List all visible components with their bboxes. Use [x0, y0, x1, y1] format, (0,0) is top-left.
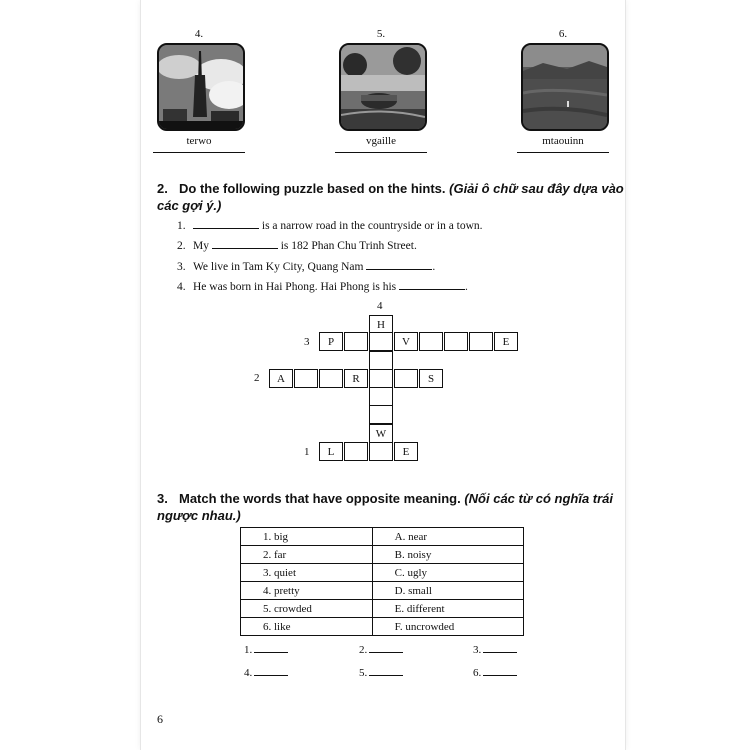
answer-slot-2[interactable]: 2. [359, 643, 403, 656]
answer-slot-5[interactable]: 5. [359, 666, 403, 679]
exercise-instruction-vietnamese: (Giải ô chữ sau đây dựa vào các gợi ý.) [157, 181, 624, 213]
answer-slot-6[interactable]: 6. [473, 666, 517, 679]
crossword-cell[interactable] [369, 369, 393, 388]
matching-table [240, 527, 524, 636]
page-number: 6 [157, 712, 163, 726]
crossword-cell[interactable]: W [369, 424, 393, 443]
exercise-2-title [157, 180, 627, 214]
answer-line[interactable] [153, 152, 245, 153]
skyscraper-picture [157, 43, 245, 131]
crossword-cell[interactable] [344, 332, 368, 351]
scrambled-word: mtaouinn [542, 135, 584, 147]
hint-blank[interactable] [399, 279, 465, 290]
hint-blank[interactable] [212, 238, 278, 249]
mountain-picture [521, 43, 609, 131]
clue-number-3: 3 [304, 336, 310, 348]
scrambled-word: vgaille [366, 135, 396, 147]
crossword-cell[interactable] [369, 442, 393, 461]
crossword-cell[interactable] [319, 369, 343, 388]
crossword-cell[interactable] [419, 332, 443, 351]
exercise-number: 3. [157, 491, 168, 506]
crossword-cell[interactable] [369, 332, 393, 351]
exercise-instruction: Match the words that have opposite meaning. [179, 491, 461, 506]
answer-slot-4[interactable]: 4. [244, 666, 288, 679]
crossword-cell[interactable]: A [269, 369, 293, 388]
answer-line[interactable] [335, 152, 427, 153]
picture-number: 4. [194, 28, 204, 40]
crossword-cell[interactable]: R [344, 369, 368, 388]
answer-slot-1[interactable]: 1. [244, 643, 288, 656]
hint-2: 2. My is 182 Phan Chu Trinh Street. [177, 240, 417, 252]
table-row: 3. quiet C. ugly [241, 564, 524, 582]
hint-blank[interactable] [193, 218, 259, 229]
village-picture [339, 43, 427, 131]
table-row: 2. far B. noisy [241, 546, 524, 564]
table-row: 1. big A. near [241, 528, 524, 546]
table-row: 4. pretty D. small [241, 582, 524, 600]
crossword-cell[interactable]: V [394, 332, 418, 351]
crossword-cell[interactable] [369, 351, 393, 370]
table-row: 5. crowded E. different [241, 600, 524, 618]
hint-1: 1. is a narrow road in the countryside or in a town. [177, 220, 483, 232]
crossword-cell[interactable] [469, 332, 493, 351]
answer-slot-3[interactable]: 3. [473, 643, 517, 656]
crossword-cell[interactable] [344, 442, 368, 461]
crossword-cell[interactable] [394, 369, 418, 388]
picture-number: 5. [376, 28, 386, 40]
answer-line[interactable] [517, 152, 609, 153]
clue-number-2: 2 [254, 372, 260, 384]
crossword-cell[interactable] [369, 387, 393, 406]
crossword-cell[interactable]: L [319, 442, 343, 461]
hint-3: 3. We live in Tam Ky City, Quang Nam . [177, 261, 436, 273]
scrambled-word: terwo [186, 135, 212, 147]
hint-4: 4. He was born in Hai Phong. Hai Phong is his . [177, 281, 468, 293]
picture-number: 6. [558, 28, 568, 40]
mountain-image [523, 45, 607, 129]
village-image [341, 45, 425, 129]
clue-number-4: 4 [377, 300, 383, 312]
crossword-cell[interactable] [444, 332, 468, 351]
exercise-instruction: Do the following puzzle based on the hints. [179, 181, 446, 196]
clue-number-1: 1 [304, 446, 310, 458]
crossword-cell[interactable]: E [494, 332, 518, 351]
crossword-cell[interactable] [294, 369, 318, 388]
exercise-number: 2. [157, 181, 168, 196]
crossword-cell[interactable]: E [394, 442, 418, 461]
crossword-cell[interactable]: P [319, 332, 343, 351]
crossword-cell[interactable]: S [419, 369, 443, 388]
exercise-instruction-vietnamese: (Nối các từ có nghĩa trái ngược nhau.) [157, 491, 614, 523]
exercise-3-title [157, 490, 627, 524]
table-row: 6. like F. uncrowded [241, 618, 524, 636]
hint-blank[interactable] [366, 259, 432, 270]
skyscraper-image [159, 45, 243, 129]
crossword-cell[interactable]: H [369, 315, 393, 334]
crossword-cell[interactable] [369, 405, 393, 424]
